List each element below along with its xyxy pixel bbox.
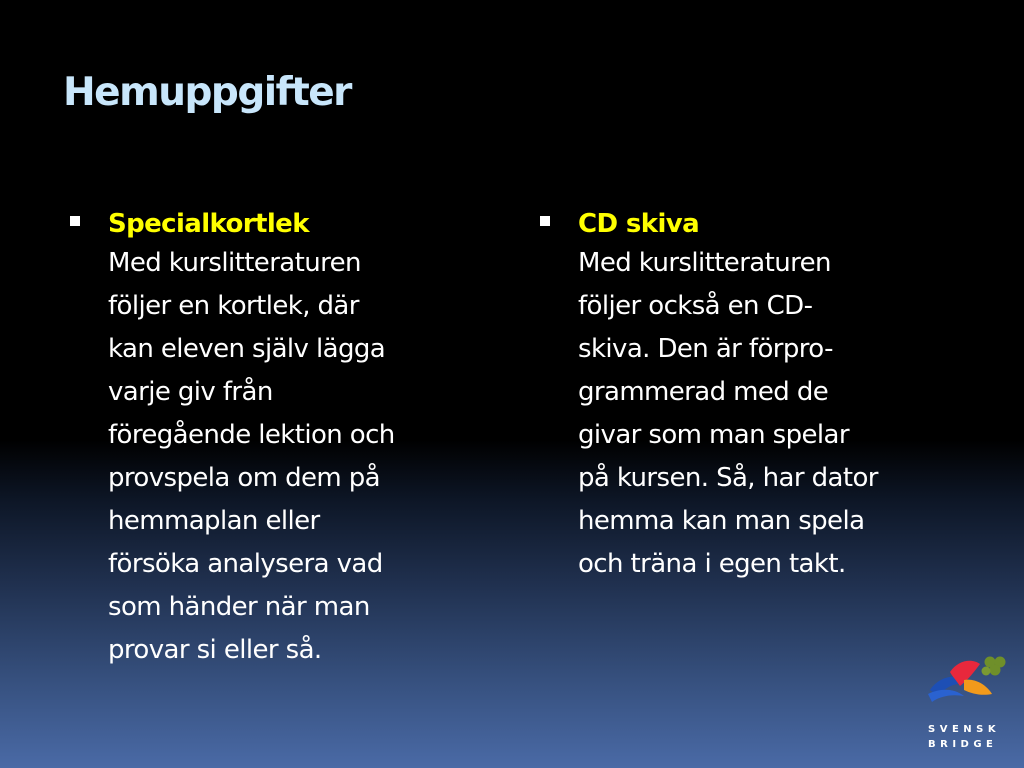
bullet-item-specialkortlek — [70, 206, 480, 672]
item-body: Med kurslitteraturen följer en kortlek, där kan eleven själv lägga varje giv från föregående lektion och provspela om dem på hemmaplan eller försöka analysera vad som händer när man provar si eller så. — [108, 248, 395, 665]
item-body: Med kurslitteraturen följer också en CD- skiva. Den är förpro- grammerad med de givar som man spelar på kursen. Så, har dator hemma kan man spela och träna i egen takt. — [578, 248, 878, 579]
slide-title: Hemuppgifter — [63, 70, 351, 115]
square-bullet-icon — [70, 216, 80, 226]
logo-text — [928, 722, 1000, 752]
logo-line-1: SVENSK — [928, 724, 1001, 735]
bullet-item-cd-skiva — [540, 206, 950, 586]
square-bullet-icon — [540, 216, 550, 226]
item-heading: Specialkortlek — [108, 209, 309, 239]
logo-line-2: BRIDGE — [928, 739, 998, 750]
bullet-content — [578, 206, 950, 586]
item-heading: CD skiva — [578, 209, 700, 239]
bullet-content — [108, 206, 480, 672]
